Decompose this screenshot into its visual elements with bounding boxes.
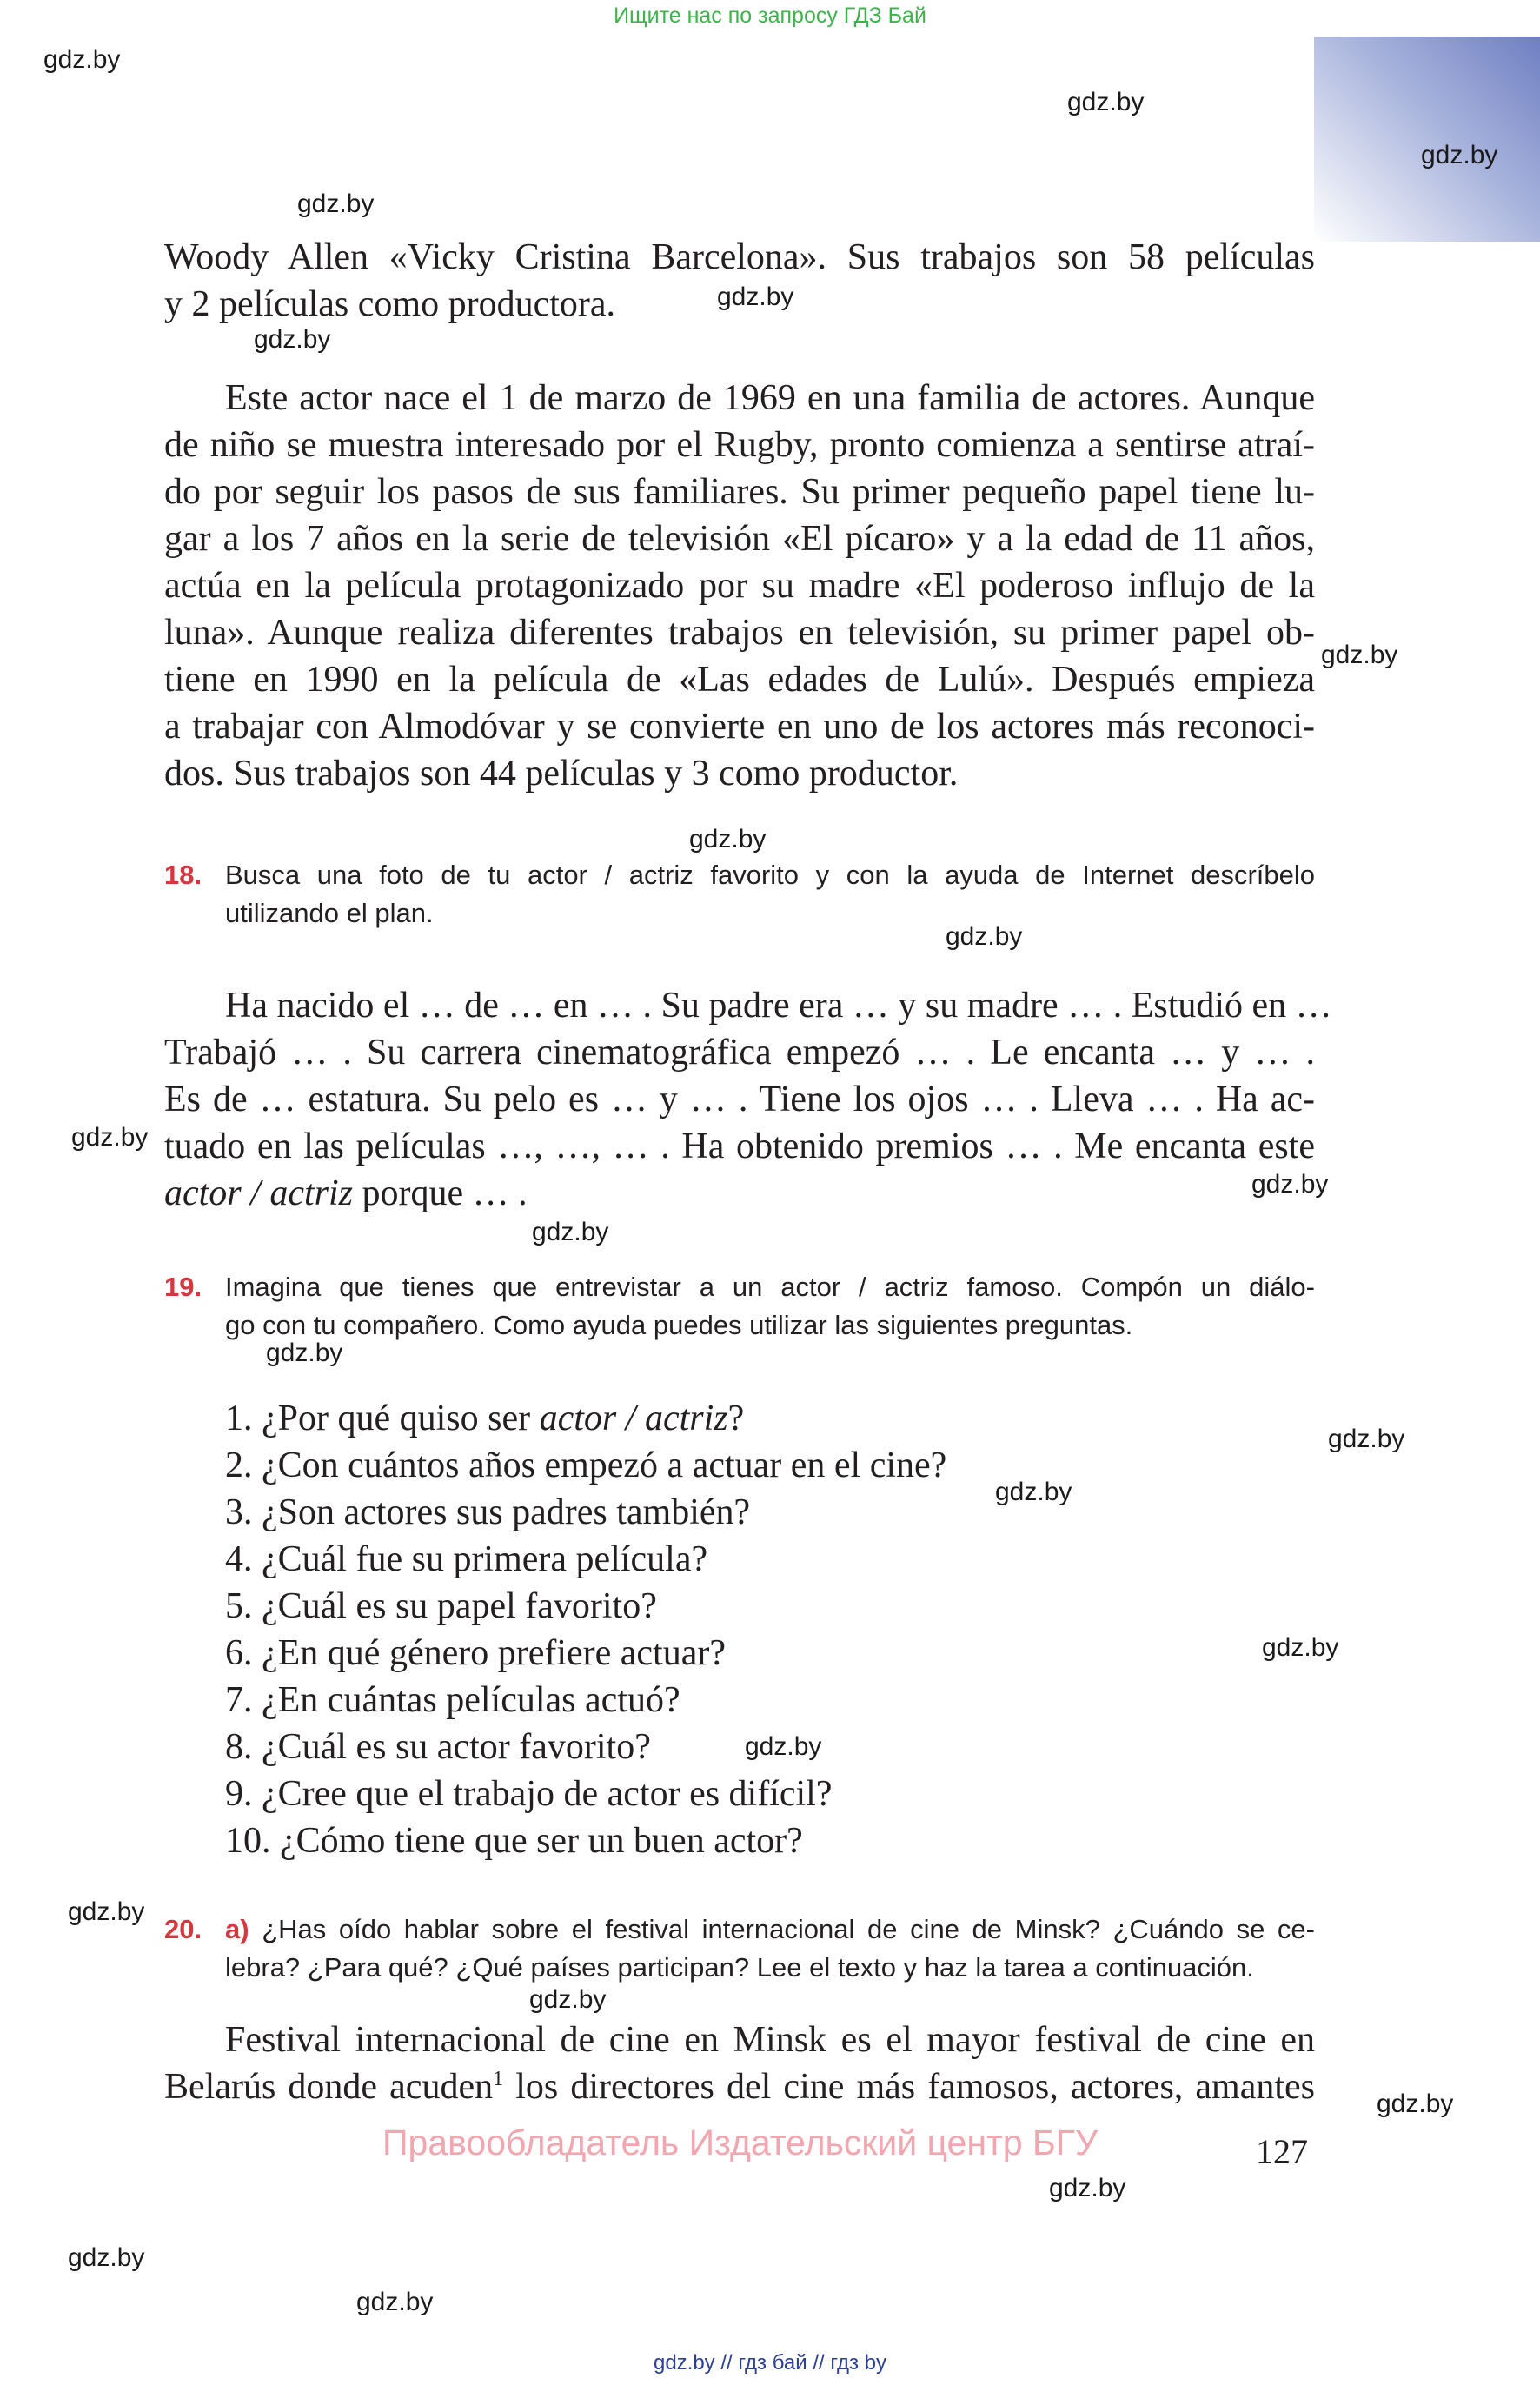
paragraph-line: Woody Allen «Vicky Cristina Barcelona». Sus trabajos son 58 películas [164,237,1315,277]
paragraph-line: luna». Aunque realiza diferentes trabajos en televisión, su primer papel ob- [164,613,1315,653]
corner-gradient-decoration [1314,37,1540,242]
question-text: 1. ¿Por qué quiso ser [225,1398,540,1438]
paragraph-line: tiene en 1990 en la película de «Las edades de Lulú». Después empieza [164,660,1315,700]
paragraph-line: dos. Sus trabajos son 44 películas y 3 como productor. [164,754,959,794]
exercise-instruction: Imagina que tienes que entrevistar a un actor / actriz famoso. Compón un diálo- [225,1272,1315,1302]
plan-line-end: porque … . [353,1173,528,1213]
question-item: 9. ¿Cree que el trabajo de actor es difícil? [225,1774,833,1814]
watermark: gdz.by [43,45,121,74]
watermark: gdz.by [717,282,794,311]
watermark: gdz.by [689,825,767,854]
watermark: gdz.by [71,1123,149,1152]
question-item: 2. ¿Con cuántos años empezó a actuar en el cine? [225,1445,947,1485]
watermark: gdz.by [68,1897,145,1926]
exercise-number: 18. [164,860,202,890]
watermark: gdz.by [1321,641,1398,669]
plan-line: Ha nacido el … de … en … . Su padre era … y su madre … . Estudió en … [225,986,1332,1026]
page-number: 127 [1256,2132,1308,2171]
watermark: gdz.by [297,189,375,218]
festival-line: Festival internacional de cine en Minsk es el mayor festival de cine en [225,2020,1315,2060]
festival-line [164,2063,1315,2110]
paragraph-line: y 2 películas como productora. [164,284,616,324]
watermark: gdz.by [266,1339,343,1367]
festival-text: los directores del cine más famosos, actores, amantes [503,2067,1315,2107]
question-item: 10. ¿Cómo tiene que ser un buen actor? [225,1821,803,1861]
question-item: 4. ¿Cuál fue su primera película? [225,1539,708,1579]
watermark: gdz.by [1421,141,1498,169]
plan-line: Es de … estatura. Su pelo es … y … . Tiene los ojos … . Lleva … . Ha ac- [164,1080,1315,1119]
watermark: gdz.by [532,1218,609,1246]
watermark: gdz.by [1262,1633,1339,1662]
watermark: gdz.by [356,2288,434,2316]
exercise-number: 19. [164,1272,202,1302]
footnote-mark[interactable]: 1 [493,2068,504,2090]
exercise-instruction: lebra? ¿Para qué? ¿Qué países participan? Lee el texto y haz la tarea a continuación. [225,1952,1254,1983]
plan-line: tuado en las películas …, …, … . Ha obtenido premios … . Me encanta este [164,1126,1315,1166]
question-item [225,1395,744,1442]
subtask-label: a) [225,1914,249,1944]
question-italic-term: actor / actriz [539,1398,728,1438]
question-item: 8. ¿Cuál es su actor favorito? [225,1727,651,1767]
exercise-number: 20. [164,1914,202,1944]
paragraph-line: Este actor nace el 1 de marzo de 1969 en una familia de actores. Aunque [225,378,1315,418]
paragraph-line: a trabajar con Almodóvar y se convierte en uno de los actores más reconoci- [164,707,1315,747]
watermark: gdz.by [946,922,1023,951]
watermark: gdz.by [1251,1170,1329,1199]
watermark: gdz.by [995,1478,1072,1506]
copyright-notice: Правообладатель Издательский центр БГУ [382,2123,1099,2162]
watermark: gdz.by [1377,2089,1454,2118]
exercise-instruction: Busca una foto de tu actor / actriz favorito y con la ayuda de Internet descríbelo [225,860,1315,890]
paragraph-line: gar a los 7 años en la serie de televisión «El pícaro» y a la edad de 11 años, [164,519,1315,559]
festival-text: Belarús donde acuden [164,2067,494,2107]
plan-italic-term: actor / actriz [164,1173,353,1213]
watermark: gdz.by [745,1732,822,1761]
question-item: 5. ¿Cuál es su papel favorito? [225,1586,657,1626]
exercise-instruction: go con tu compañero. Como ayuda puedes utilizar las siguientes preguntas. [225,1310,1133,1340]
exercise-instruction: utilizando el plan. [225,898,434,928]
watermark: gdz.by [529,1985,607,2014]
exercise-instruction [225,1910,1315,1949]
question-item: 6. ¿En qué género prefiere actuar? [225,1633,726,1673]
paragraph-line: de niño se muestra interesado por el Rugby, pronto comienza a sentirse atraí- [164,425,1315,465]
exercise-text: ¿Has oído hablar sobre el festival internacional de cine de Minsk? ¿Cuándo se ce- [249,1914,1315,1944]
plan-line [164,1170,1315,1217]
watermark: gdz.by [254,325,331,354]
question-text: ? [727,1398,745,1438]
question-item: 7. ¿En cuántas películas actuó? [225,1680,680,1720]
watermark: gdz.by [1049,2174,1126,2202]
plan-line: Trabajó … . Su carrera cinematográfica empezó … . Le encanta … y … . [164,1033,1315,1073]
watermark: gdz.by [68,2243,145,2272]
question-item: 3. ¿Son actores sus padres también? [225,1492,751,1532]
footer-links[interactable]: gdz.by // гдз бай // гдз by [653,2351,887,2375]
header-banner[interactable]: Ищите нас по запросу ГДЗ Бай [614,3,926,28]
paragraph-line: actúa en la película protagonizado por su madre «El poderoso influjo de la [164,566,1315,606]
watermark: gdz.by [1067,88,1145,116]
watermark: gdz.by [1328,1425,1405,1453]
paragraph-line: do por seguir los pasos de sus familiares. Su primer pequeño papel tiene lu- [164,472,1315,512]
